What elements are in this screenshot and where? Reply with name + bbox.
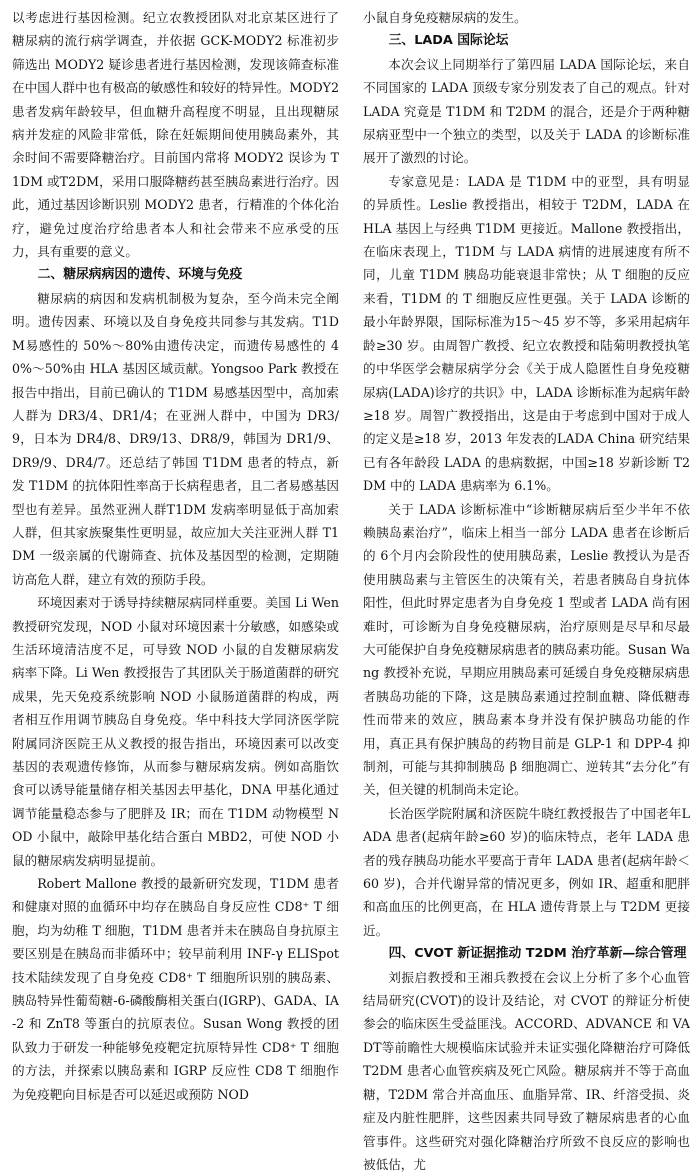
section-heading: 二、糖尿病病因的遗传、环境与免疫 <box>37 267 243 283</box>
body-paragraph: 小鼠自身免疫糖尿病的发生。 <box>363 10 527 25</box>
body-paragraph: Robert Mallone 教授的最新研究发现，T1DM 患者和健康对照的血循环中均存在胰岛自身反应性 CD8⁺ T 细胞，均为幼稚 T 细胞，T1DM 患者并未在胰岛自身抗原主要区别是在胰岛而非循环中；较早前利用 INF-γ ELISpot 技术陆续发现了自身免疫 CD8⁺ T 细胞所识别的胰岛素、胰岛特异性葡萄糖-6-磷酸酶相关蛋白(IGRP)、GADA、IA-2 和 ZnT8 等蛋白的抗原表位。Susan Wong 教授的团队致力于研发一种能够免疫靶定抗原特异性 CD8⁺ T 细胞的方法，并探索以胰岛素和 IGRP 反应性 CD8 T 细胞作为免疫靶向目标是否可以延迟或预防 NOD <box>12 876 339 1102</box>
left-column <box>12 6 339 1106</box>
right-column <box>363 6 690 1176</box>
body-paragraph: 以考虑进行基因检测。纪立农教授团队对北京某区进行了糖尿病的流行病学调查，并依据 GCK-MODY2 标准初步筛选出 MODY2 疑诊患者进行基因检测，发现该筛查标准在中国人群中也有极高的敏感性和较好的特异性。MODY2 患者发病年龄较早，但血糖升高程度不明显，且出现糖尿病并发症的风险非常低，除在妊娠期间使用胰岛素外，其余时间不需要降糖治疗。目前国内常将 MODY2 误诊为 T1DM 或T2DM，采用口服降糖药甚至胰岛素进行治疗。因此，通过基因诊断识别 MODY2 患者，行精准的个体化治疗，避免过度治疗给患者本人和社会带来不应承受的压力，具有重要的意义。 <box>12 10 339 260</box>
body-paragraph: 糖尿病的病因和发病机制极为复杂，至今尚未完全阐明。遗传因素、环境以及自身免疫共同参与其发病。T1DM易感性的 50%～80%由遗传决定，而遗传易感性的 40%～50%由 HLA 基因区域贡献。Yongsoo Park 教授在报告中指出，目前已确认的 T1DM 易感基因型中，高加索人群为 DR3/4、DR1/4；在亚洲人群中，中国为 DR3/9，日本为 DR4/8、DR9/13、DR8/9，韩国为 DR1/9、DR9/9、DR4/7。还总结了韩国 T1DM 患者的特点，新发 T1DM 的抗体阳性率高于长病程患者，且二者易感基因型也有差异。虽然亚洲人群T1DM 发病率明显低于高加索人群，但其家族聚集性更明显，故应加大关注亚洲人群 T1DM 一级亲属的代谢筛查、抗体及基因型的检测，定期随访高危人群，建立有效的预防手段。 <box>12 290 339 587</box>
body-paragraph: 本次会议上同期举行了第四届 LADA 国际论坛，来自不同国家的 LADA 顶级专家分别发表了自己的观点。针对LADA 究竟是 T1DM 和 T2DM 的混合，还是介于两种糖尿病亚型中一个独立的类型，以及关于 LADA 的诊断标准展开了激烈的讨论。 <box>363 56 690 166</box>
body-paragraph: 关于 LADA 诊断标准中“诊断糖尿病后至少半年不依赖胰岛素治疗”，临床上相当一部分 LADA 患者在诊断后的 6个月内会阶段性的使用胰岛素，Leslie 教授认为是否使用胰岛素与主管医生的决策有关，若患者胰岛自身抗体阳性，但此时界定患者为自身免疫 1 型或者 LADA 尚有困难时，可诊断为自身免疫糖尿病，治疗原则是尽早和尽最大可能保护自身免疫糖尿病患者的胰岛素功能。Susan Wang 教授补充说，早期应用胰岛素可延缓自身免疫糖尿病患者胰岛功能的下降，这是胰岛素通过控制血糖、降低糖毒性而带来的效应，胰岛素本身并没有保护胰岛功能的作用，真正具有保护胰岛的药物目前是 GLP-1 和 DPP-4 抑制剂，可能与其抑制胰岛 β 细胞凋亡、逆转其“去分化”有关，但关键的机制尚未定论。 <box>363 501 690 798</box>
section-heading: 四、CVOT 新证据推动 T2DM 治疗革新—综合管理 <box>388 946 687 962</box>
body-paragraph: 刘振启教授和王湘兵教授在会议上分析了多个心血管结局研究(CVOT)的设计及结论，对 CVOT 的辩证分析使参会的临床医生受益匪浅。ACCORD、ADVANCE 和 VADT等前瞻性大规模临床试验并未证实强化降糖治疗可降低T2DM 患者心血管疾病及死亡风险。糖尿病并不等于高血糖，T2DM 常合并高血压、血脂异常、IR、纤溶受损、炎症及内脏性肥胖，这些因素共同导致了糖尿病患者的心血管事件。这些研究对强化降糖治疗所致不良反应的影响也被低估，尤 <box>363 969 690 1172</box>
body-paragraph: 长治医学院附属和济医院牛晓红教授报告了中国老年LADA 患者(起病年龄≥60 岁)的临床特点，老年 LADA 患者的残存胰岛功能水平要高于青年 LADA 患者(起病年龄＜60 岁)，合并代谢异常的情况更多，例如 IR、超重和肥胖和高血压的比例更高，在 HLA 遗传背景上与 T2DM 更接近。 <box>363 805 690 938</box>
body-paragraph: 环境因素对于诱导持续糖尿病同样重要。美国 Li Wen 教授研究发现，NOD 小鼠对环境因素十分敏感，如感染或生活环境清洁度不足，可导致 NOD 小鼠的自发糖尿病发病率下降。Li Wen 教授报告了其团队关于肠道菌群的研究成果，先天免疫系统影响 NOD 小鼠肠道菌群的构成，两者相互作用调节胰岛自身免疫。华中科技大学同济医学院附属同济医院王从义教授的报告指出，环境因素可以改变基因的表观遗传修饰，从而参与糖尿病发病。例如高脂饮食可以诱导能量储存相关基因去甲基化，DNA 甲基化通过调节能量稳态参与了肥胖及 IR；而在 T1DM 动物模型 NOD 小鼠中，敲除甲基化结合蛋白 MBD2，可使 NOD 小鼠的糖尿病发病明显提前。 <box>12 595 339 868</box>
body-paragraph: 专家意见是：LADA 是 T1DM 中的亚型，具有明显的异质性。Leslie 教授指出，相较于 T2DM，LADA 在 HLA 基因上与经典 T1DM 更接近。Mallone 教授指出，在临床表现上，T1DM 与 LADA 病情的进展速度有所不同，儿童 T1DM 胰岛功能衰退非常快；从 T 细胞的反应来看，T1DM 的 T 细胞反应性更强。关于 LADA 诊断的最小年龄界限，国际标准为15～45 岁不等，多采用起病年龄≥30 岁。由周智广教授、纪立农教授和陆菊明教授执笔的中华医学会糖尿病学分会《关于成人隐匿性自身免疫糖尿病(LADA)诊疗的共识》中，LADA 诊断标准为起病年龄≥18 岁。周智广教授指出，这是由于考虑到中国对于成人的定义是≥18 岁，2013 年发表的LADA China 研究结果已有各年龄段 LADA 的患病数据，中国≥18 岁新诊断 T2DM 中的 LADA 患病率为 6.1%。 <box>363 173 690 494</box>
section-heading: 三、LADA 国际论坛 <box>388 33 509 49</box>
